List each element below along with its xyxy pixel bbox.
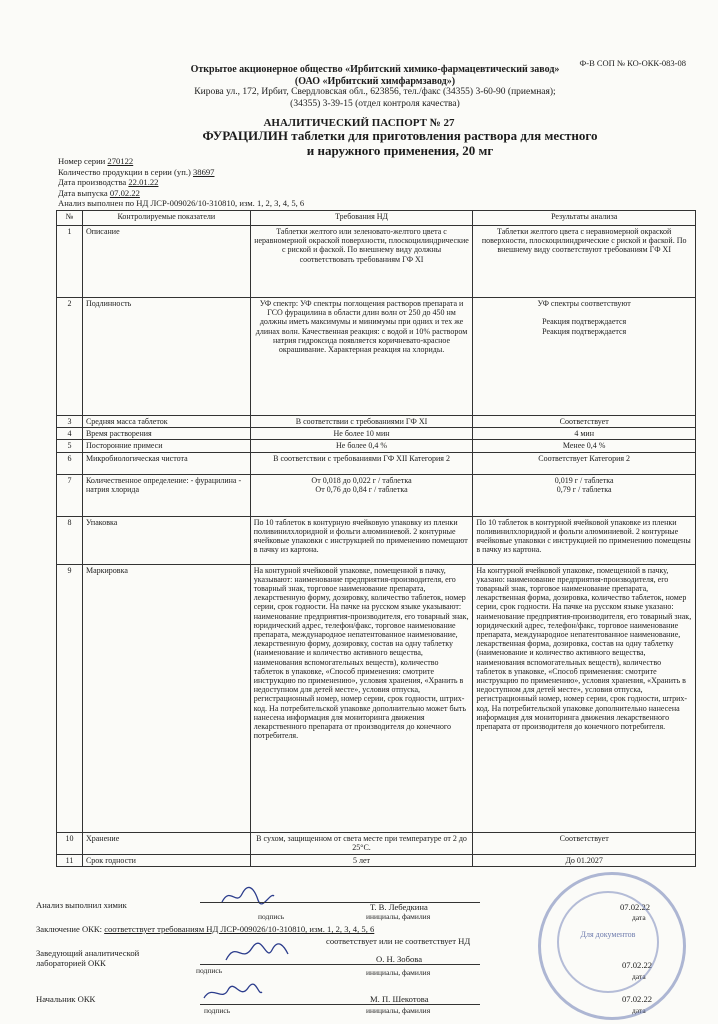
conclusion-label: Заключение ОКК:: [36, 924, 105, 934]
row-requirement: Таблетки желтого или зеленовато-желтого цвета с неравномерной окраской поверхности, плоскоцилиндрические с риской и фаской. По внешнему виду должны соответствовать требованиям ГФ XI: [250, 226, 473, 298]
date-caption-3: дата: [632, 1006, 646, 1015]
chief-name: М. П. Шекотова: [370, 994, 429, 1004]
batch-number: 270122: [107, 156, 134, 166]
table-row: [57, 226, 696, 298]
table-row: [57, 564, 696, 832]
row-number: 7: [57, 474, 83, 516]
signature-caption-3: подпись: [204, 1006, 231, 1015]
table-row: [57, 474, 696, 516]
row-requirement: 5 лет: [250, 854, 473, 866]
row-parameter: Маркировка: [82, 564, 250, 832]
analysis-basis: Анализ выполнен по НД ЛСР-009026/10-310810, изм. 1, 2, 3, 4, 5, 6: [58, 198, 305, 208]
row-result: 0,019 г / таблетка 0,79 г / таблетка: [473, 474, 696, 516]
org-short-name: (ОАО «Ирбитский химфармзавод»): [294, 75, 456, 87]
batch-label: Номер серии: [58, 156, 108, 166]
row-number: 5: [57, 440, 83, 452]
table-row: [57, 428, 696, 440]
row-number: 4: [57, 428, 83, 440]
header-parameter: Контролируемые показатели: [82, 211, 250, 226]
batch-info: [58, 156, 304, 209]
row-number: 2: [57, 298, 83, 416]
seal-stamp-text: Для документов: [580, 930, 636, 939]
row-parameter: Посторонние примеси: [82, 440, 250, 452]
row-requirement: УФ спектр: УФ спектры поглощения растворов препарата и ГСО фурацилина в области длин волн от 250 до 450 нм должны иметь максимумы и минимумы при одних и тех же длинах волн. Качественная реакция: с водой и 10% раствором натрия гидроксида появляется коричневато-красное окрашивание. Характерная реакция на хлориды.: [250, 298, 473, 416]
date-caption-2: дата: [632, 972, 646, 981]
chemist-signature: [218, 884, 278, 908]
head-label-2: лабораторией ОКК: [36, 958, 106, 968]
row-requirement: Не более 10 мин: [250, 428, 473, 440]
chief-label: Начальник ОКК: [36, 994, 96, 1004]
row-result: Соответствует Категория 2: [473, 452, 696, 474]
row-result: 4 мин: [473, 428, 696, 440]
row-parameter: Срок годности: [82, 854, 250, 866]
document-reference: Ф-В СОП № КО-ОКК-083-08: [579, 58, 686, 68]
seal-stamp-inner: [557, 891, 659, 993]
org-name: Открытое акционерное общество «Ирбитский химико-фармацевтический завод»: [190, 64, 560, 75]
row-requirement: В соответствии с требованиями ГФ XI: [250, 416, 473, 428]
row-result: Соответствует: [473, 416, 696, 428]
chief-date: 07.02.22: [622, 994, 653, 1004]
signature-caption-2: подпись: [196, 966, 223, 975]
table-row: [57, 832, 696, 854]
row-number: 8: [57, 516, 83, 564]
row-number: 11: [57, 854, 83, 866]
row-requirement: На контурной ячейковой упаковке, помещенной в пачку, указывают: наименование предприятия-производителя, его товарный знак, торговое наименование препарата, лекарственную форму, дозировку, количество таблеток, номер серии, срок годности. На пачке на русском языке указывают: наименование предприятия-производителя, его товарный знак, юридический адрес, телефон/факс, торговое наименование препарата, международное непатентованное наименование, лекарственную форму, дозировку, состав на одну таблетку (наименование и количество активного вещества, наименования вспомогательных веществ), количество таблеток в упаковке, «Способ применения: смотрите инструкцию по применению», условия хранения, «Хранить в недоступном для детей месте», условия отпуска, регистрационный номер, номер серии, срок годности, штрих-код. На потребительской упаковке дополнительно может быть нанесена информация для мониторинга движения лекарственного препарата от производителя до конечного потребителя.: [250, 564, 473, 832]
name-caption-3: инициалы, фамилия: [366, 1006, 431, 1015]
name-caption-1: инициалы, фамилия: [366, 912, 431, 921]
production-date: 22.01.22: [128, 177, 159, 187]
row-result: По 10 таблеток в контурной ячейковой упаковке из пленки поливинилхлоридной и фольги алюминиевой. 2 контурные ячейковые упаковки с инструкцией по применению помещены в пачку из картона.: [473, 516, 696, 564]
row-number: 3: [57, 416, 83, 428]
product-name-line2: и наружного применения, 20 мг: [306, 143, 494, 158]
chemist-label: Анализ выполнил химик: [36, 900, 127, 910]
table-row: [57, 516, 696, 564]
row-requirement: Не более 0,4 %: [250, 440, 473, 452]
analysis-table: [56, 210, 696, 867]
chemist-date: 07.02.22: [620, 902, 651, 912]
row-parameter: Микробиологическая чистота: [82, 452, 250, 474]
table-row: [57, 854, 696, 866]
row-number: 6: [57, 452, 83, 474]
row-parameter: Подлинность: [82, 298, 250, 416]
table-header-row: [57, 211, 696, 226]
row-number: 10: [57, 832, 83, 854]
row-result: До 01.2027: [473, 854, 696, 866]
product-name: [140, 128, 660, 158]
row-parameter: Хранение: [82, 832, 250, 854]
chemist-name: Т. В. Лебедкина: [370, 902, 428, 912]
name-caption-2: инициалы, фамилия: [366, 968, 431, 977]
row-result: Соответствует: [473, 832, 696, 854]
date-caption-1: дата: [632, 913, 646, 922]
head-signature: [222, 940, 292, 966]
row-requirement: По 10 таблеток в контурную ячейковую упаковку из пленки поливинилхлоридной и фольги алюминиевой. 2 контурные ячейковые упаковки с инструкцией по применению помещают в пачку из картона.: [250, 516, 473, 564]
row-number: 1: [57, 226, 83, 298]
passport-title: АНАЛИТИЧЕСКИЙ ПАСПОРТ № 27: [263, 117, 455, 129]
issue-date-label: Дата выпуска: [58, 187, 110, 198]
row-number: 9: [57, 564, 83, 832]
chief-signature: [200, 982, 266, 1004]
product-name-line1: ФУРАЦИЛИН таблетки для приготовления раствора для местного: [202, 128, 598, 143]
row-requirement: В соответствии с требованиями ГФ XII Категория 2: [250, 452, 473, 474]
conclusion-caption: соответствует или не соответствует НД: [326, 936, 471, 946]
head-date: 07.02.22: [622, 960, 653, 970]
row-result: УФ спектры соответствуют Реакция подтверждается Реакция подтверждается: [473, 298, 696, 416]
table-row: [57, 298, 696, 416]
header-requirement: Требования НД: [250, 211, 473, 226]
quantity-value: 38697: [192, 166, 215, 177]
row-parameter: Количественное определение: - фурацилина - натрия хлорида: [82, 474, 250, 516]
conclusion: [36, 924, 374, 934]
table-row: [57, 452, 696, 474]
row-parameter: Описание: [82, 226, 250, 298]
row-result: Таблетки желтого цвета с неравномерной окраской поверхности, плоскоцилиндрические с риской и фаской. По внешнему виду соответствуют требованиям ГФ XI: [473, 226, 696, 298]
table-row: [57, 416, 696, 428]
header-result: Результаты анализа: [473, 211, 696, 226]
quantity-label: Количество продукции в серии (уп.): [58, 166, 193, 177]
head-name: О. Н. Зобова: [376, 954, 423, 964]
organization-header: [150, 64, 600, 110]
row-parameter: Время растворения: [82, 428, 250, 440]
row-parameter: Упаковка: [82, 516, 250, 564]
row-result: Менее 0,4 %: [473, 440, 696, 452]
issue-date: 07.02.22: [109, 187, 140, 198]
production-date-label: Дата производства: [58, 177, 129, 187]
row-parameter: Средняя масса таблеток: [82, 416, 250, 428]
head-label-1: Заведующий аналитической: [36, 948, 140, 958]
signature-caption-1: подпись: [258, 912, 285, 921]
org-phone: (34355) 3-39-15 (отдел контроля качества): [290, 98, 460, 109]
row-requirement: От 0,018 до 0,022 г / таблетка От 0,76 до 0,84 г / таблетка: [250, 474, 473, 516]
org-address: Кирова ул., 172, Ирбит, Свердловская обл., 623856, тел./факс (34355) 3-60-90 (приемная);: [194, 87, 556, 97]
table-row: [57, 440, 696, 452]
header-number: №: [57, 211, 83, 226]
row-result: На контурной ячейковой упаковке, помещенной в пачку, указано: наименование предприятия-производителя, его товарный знак, торговое наименование препарата, лекарственная форма, дозировка, количество таблеток, номер серии, срок годности. На пачке на русском языке указано: наименование предприятия-производителя, его товарный знак, юридический адрес, телефон/факс, торговое наименование препарата, международное непатентованное наименование, лекарственная форма, дозировка, состав на одну таблетку (наименование и количество активного вещества, наименования вспомогательных веществ), количество таблеток в упаковке, «Способ применения: смотрите инструкцию по применению», условия хранения, «Хранить в недоступном для детей месте», условия отпуска, регистрационный номер, номер серии, срок годности, штрих-код. На потребительской упаковке дополнительно нанесена информация для мониторинга движения лекарственного препарата от производителя до конечного потребителя.: [473, 564, 696, 832]
conclusion-text: соответствует требованиям НД ЛСР-009026/10-310810, изм. 1, 2, 3, 4, 5, 6: [104, 924, 375, 934]
row-requirement: В сухом, защищенном от света месте при температуре от 2 до 25°С.: [250, 832, 473, 854]
